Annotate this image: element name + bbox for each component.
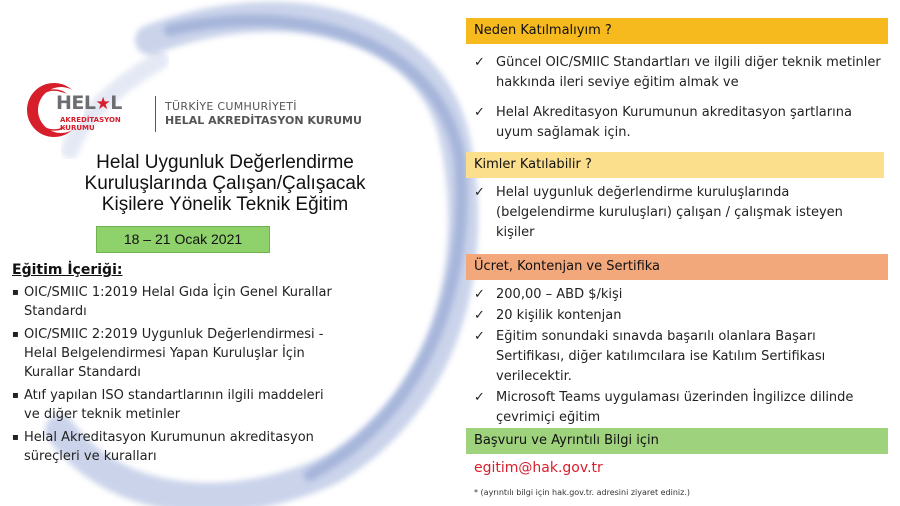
check-icon: ✓	[474, 390, 485, 405]
logo	[24, 72, 362, 142]
bullet-icon: ▪	[12, 329, 19, 340]
logo-mark: HEL★L	[56, 92, 122, 114]
list-item: ✓ Helal uygunluk değerlendirme kuruluşlarında (belgelendirme kuruluşları) çalışan / çalışmak isteyen kişiler	[474, 185, 843, 240]
org-line-1: TÜRKİYE CUMHURİYETİ	[165, 100, 297, 113]
check-icon: ✓	[474, 308, 485, 323]
content-item: ▪ OIC/SMIIC 1:2019 Helal Gıda İçin Genel Kurallar Standardı	[12, 285, 332, 319]
list-item: ✓ Helal Akreditasyon Kurumunun akreditasyon şartlarına uyum sağlamak için.	[474, 105, 852, 140]
date-badge: 18 – 21 Ocak 2021	[96, 226, 270, 253]
title-line-2: Kuruluşlarında Çalışan/Çalışacak	[84, 173, 366, 194]
section-why-join: Neden Katılmalıyım ?	[466, 18, 888, 44]
check-icon: ✓	[474, 105, 485, 120]
list-item: ✓ 200,00 – ABD $/kişi	[474, 285, 884, 305]
logo-divider	[155, 96, 156, 132]
bullet-icon: ▪	[12, 390, 19, 401]
content-list	[12, 283, 342, 470]
email-link[interactable]: egitim@hak.gov.tr	[474, 460, 603, 476]
list-item: ✓ 20 kişilik kontenjan	[474, 306, 884, 326]
section-fee-quota-certificate: Ücret, Kontenjan ve Sertifika	[466, 254, 888, 280]
list-item: ✓ Microsoft Teams uygulaması üzerinden İngilizce dilinde çevrimiçi eğitim	[474, 390, 854, 425]
page-title	[10, 152, 440, 215]
footnote: * (ayrıntılı bilgi için hak.gov.tr. adresini ziyaret ediniz.)	[474, 488, 691, 497]
content-heading: Eğitim İçeriği:	[12, 262, 123, 278]
section-application-info: Başvuru ve Ayrıntılı Bilgi için	[466, 428, 888, 454]
why-join-list	[474, 53, 884, 153]
check-icon: ✓	[474, 329, 485, 344]
content-item: ▪ Helal Akreditasyon Kurumunun akreditasyon süreçleri ve kuralları	[12, 430, 314, 464]
check-icon: ✓	[474, 55, 485, 70]
fee-list	[474, 285, 884, 429]
org-line-2: HELAL AKREDİTASYON KURUMU	[165, 114, 362, 127]
check-icon: ✓	[474, 185, 485, 200]
bullet-icon: ▪	[12, 432, 19, 443]
content-item: ▪ Atıf yapılan ISO standartlarının ilgili maddeleri ve diğer teknik metinler	[12, 388, 324, 422]
list-item: ✓ Eğitim sonundaki sınavda başarılı olanlara Başarı Sertifikası, diğer katılımcılara ise Katılım Sertifikası verilecektir.	[474, 329, 826, 384]
bullet-icon: ▪	[12, 287, 19, 298]
logo-subtitle: AKREDİTASYON KURUMU	[60, 116, 121, 132]
title-line-1: Helal Uygunluk Değerlendirme	[96, 152, 354, 173]
section-who-can-join: Kimler Katılabilir ?	[466, 152, 884, 178]
title-line-3: Kişilere Yönelik Teknik Eğitim	[101, 194, 349, 215]
check-icon: ✓	[474, 287, 485, 302]
who-can-join-list	[474, 183, 884, 243]
content-item: ▪ OIC/SMIIC 2:2019 Uygunluk Değerlendirmesi - Helal Belgelendirmesi Yapan Kuruluşlar İçin Kurallar Standardı	[12, 327, 324, 380]
list-item: ✓ Güncel OIC/SMIIC Standartları ve ilgili diğer teknik metinler hakkında ileri seviye eğitim almak ve	[474, 55, 881, 90]
